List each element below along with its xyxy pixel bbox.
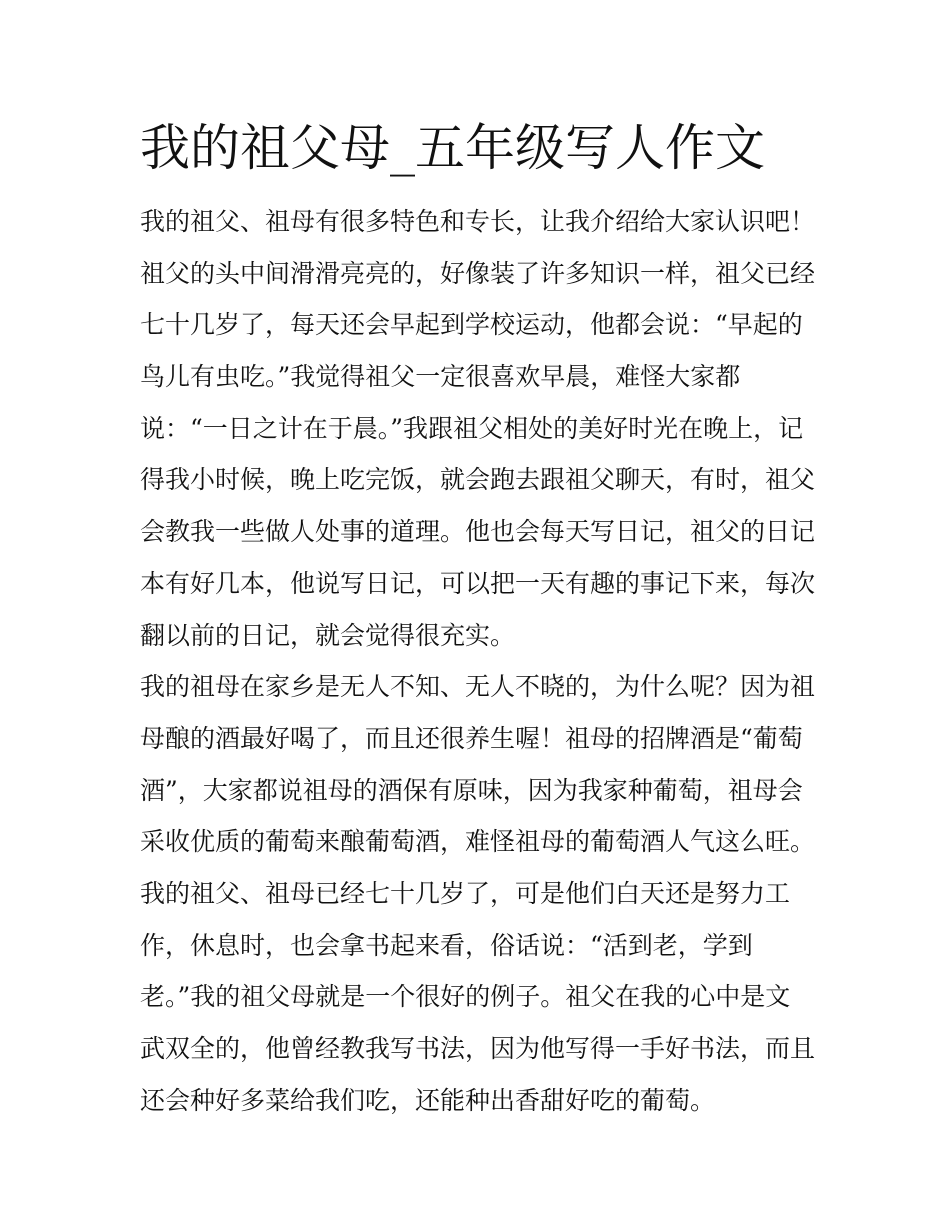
document-body — [140, 196, 830, 1126]
text-line: 说：“一日之计在于晨。”我跟祖父相处的美好时光在晚上，记 — [140, 413, 804, 443]
text-line: 作，休息时，也会拿书起来看，俗话说：“活到老，学到 — [140, 930, 753, 960]
text-line: 采收优质的葡萄来酿葡萄酒，难怪祖母的葡萄酒人气这么旺。 — [140, 827, 816, 857]
text-line: 本有好几本，他说写日记，可以把一天有趣的事记下来，每次 — [140, 568, 816, 598]
text-line: 我的祖母在家乡是无人不知、无人不晓的，为什么呢？因为祖 — [140, 672, 816, 702]
text-line: 还会种好多菜给我们吃，还能种出香甜好吃的葡萄。 — [140, 1085, 716, 1115]
text-line: 祖父的头中间滑滑亮亮的，好像装了许多知识一样，祖父已经 — [140, 258, 816, 288]
text-line: 得我小时候，晚上吃完饭，就会跑去跟祖父聊天，有时，祖父 — [140, 465, 816, 495]
text-line: 翻以前的日记，就会觉得很充实。 — [140, 620, 516, 650]
text-line: 我的祖父、祖母有很多特色和专长，让我介绍给大家认识吧！ — [140, 207, 816, 236]
text-line: 酒”，大家都说祖母的酒保有原味，因为我家种葡萄，祖母会 — [140, 775, 803, 805]
text-line: 老。”我的祖父母就是一个很好的例子。祖父在我的心中是文 — [140, 982, 791, 1012]
text-line: 七十几岁了，每天还会早起到学校运动，他都会说：“早起的 — [140, 310, 803, 340]
text-line: 我的祖父、祖母已经七十几岁了，可是他们白天还是努力工 — [140, 878, 791, 908]
text-line: 鸟儿有虫吃。”我觉得祖父一定很喜欢早晨，难怪大家都 — [140, 362, 741, 392]
text-line: 武双全的，他曾经教我写书法，因为他写得一手好书法，而且 — [140, 1034, 816, 1063]
text-line: 母酿的酒最好喝了，而且还很养生喔！祖母的招牌酒是“葡萄 — [140, 723, 803, 753]
document-title: 我的祖父母_五年级写人作文 — [140, 119, 765, 177]
text-line: 会教我一些做人处事的道理。他也会每天写日记，祖父的日记 — [140, 517, 816, 547]
